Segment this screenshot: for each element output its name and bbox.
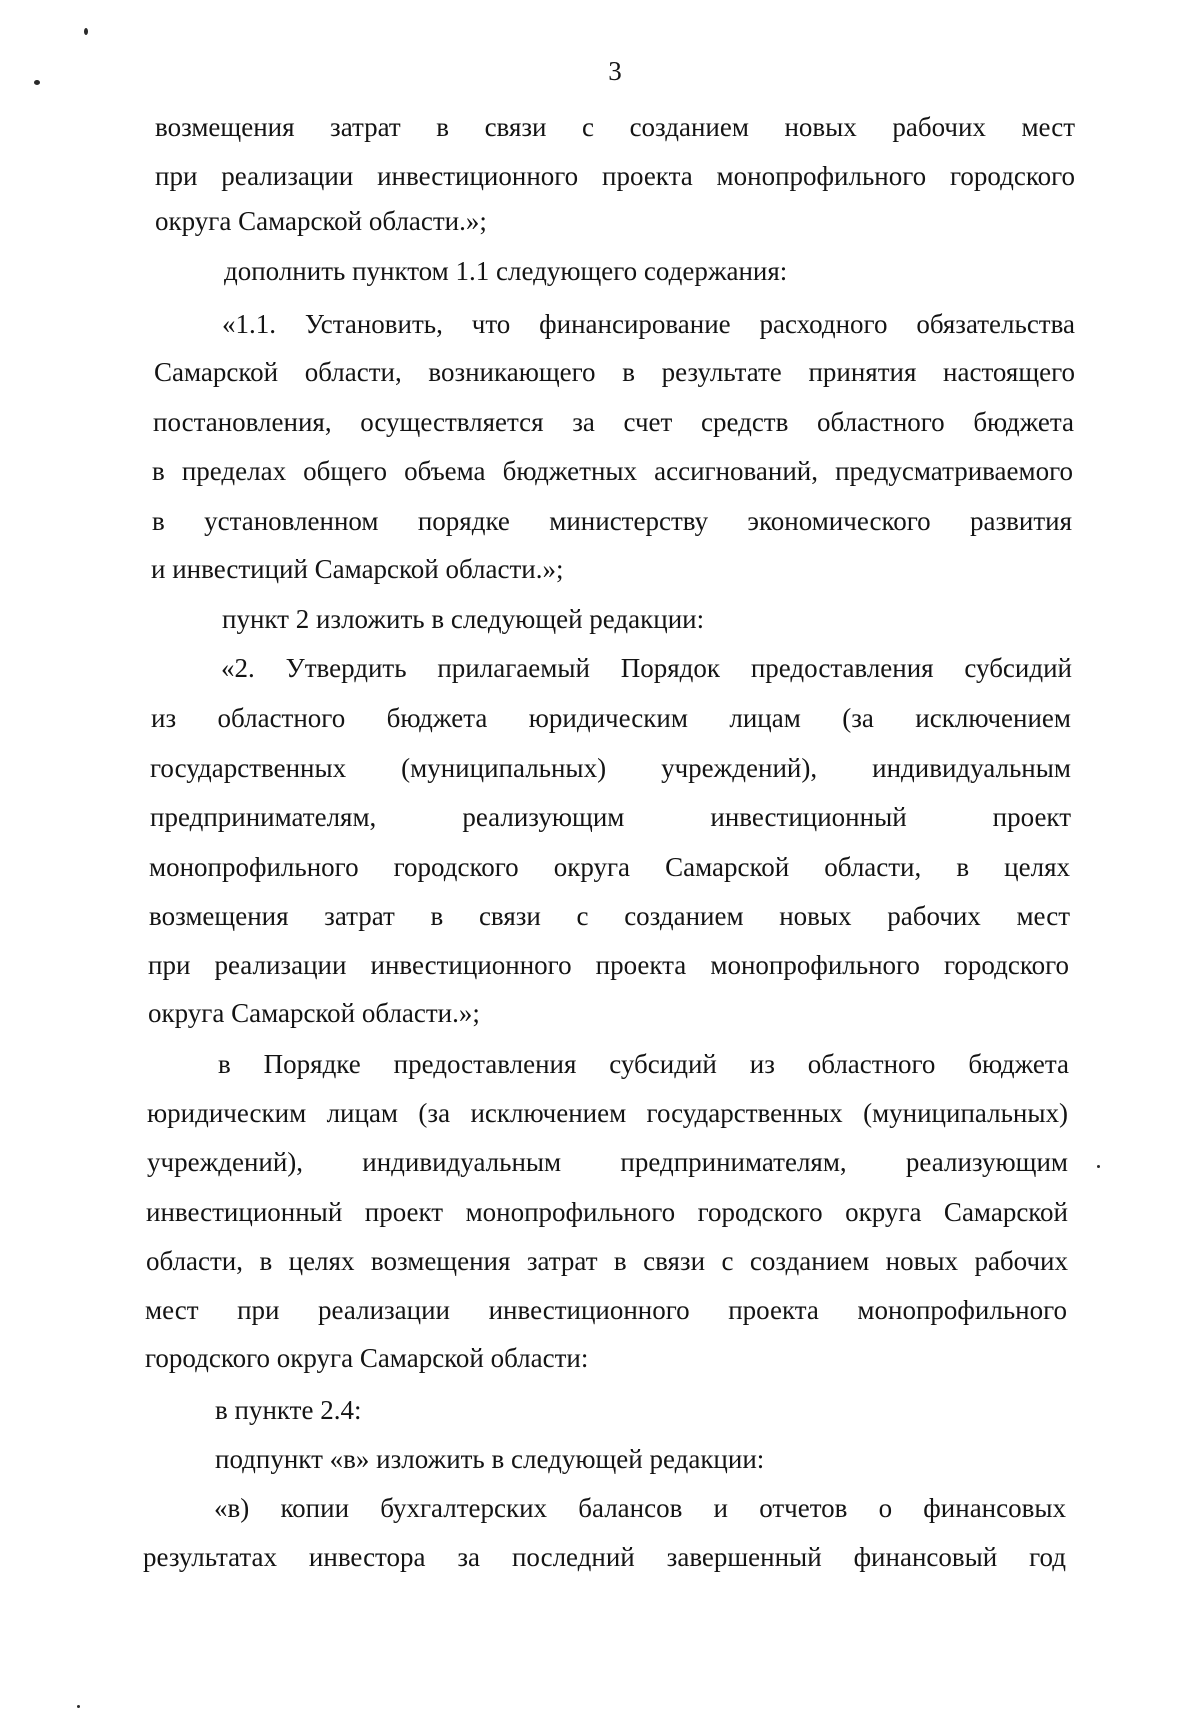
- text-line: в пункте 2.4:: [215, 1395, 362, 1425]
- text-line: Самарской области, возникающего в результате принятия настоящего: [154, 357, 1075, 387]
- text-line: из областного бюджета юридическим лицам (за исключением: [151, 703, 1071, 733]
- text-line: государственных (муниципальных) учреждений), индивидуальным: [150, 753, 1071, 783]
- text-line: при реализации инвестиционного проекта монопрофильного городского: [148, 950, 1069, 980]
- text-line: инвестиционный проект монопрофильного городского округа Самарской: [146, 1197, 1068, 1227]
- text-line: области, в целях возмещения затрат в связи с созданием новых рабочих: [146, 1246, 1068, 1276]
- scan-speck: [77, 1705, 80, 1708]
- text-line: предпринимателям, реализующим инвестиционный проект: [150, 802, 1071, 832]
- text-line: в пределах общего объема бюджетных ассигнований, предусматриваемого: [152, 456, 1073, 486]
- text-line: округа Самарской области.»;: [155, 206, 487, 236]
- text-line: монопрофильного городского округа Самарской области, в целях: [149, 852, 1070, 882]
- text-line: при реализации инвестиционного проекта монопрофильного городского: [155, 161, 1075, 191]
- text-line: «в) копии бухгалтерских балансов и отчетов о финансовых: [214, 1493, 1066, 1523]
- text-line: «2. Утвердить прилагаемый Порядок предоставления субсидий: [221, 653, 1072, 683]
- text-line: «1.1. Установить, что финансирование расходного обязательства: [222, 309, 1075, 339]
- text-line: возмещения затрат в связи с созданием новых рабочих мест: [149, 901, 1070, 931]
- text-line: мест при реализации инвестиционного проекта монопрофильного: [145, 1295, 1067, 1325]
- text-line: результатах инвестора за последний завершенный финансовый год: [143, 1542, 1066, 1572]
- text-line: учреждений), индивидуальным предпринимателям, реализующим: [147, 1147, 1068, 1177]
- page-number: 3: [608, 56, 622, 86]
- text-line: возмещения затрат в связи с созданием новых рабочих мест: [155, 112, 1075, 142]
- text-line: постановления, осуществляется за счет средств областного бюджета: [153, 407, 1074, 437]
- text-line: дополнить пунктом 1.1 следующего содержания:: [224, 256, 788, 286]
- scan-speck: [1097, 1165, 1100, 1168]
- text-line: в Порядке предоставления субсидий из областного бюджета: [218, 1049, 1069, 1079]
- text-line: в установленном порядке министерству экономического развития: [152, 506, 1072, 536]
- text-line: пункт 2 изложить в следующей редакции:: [222, 604, 705, 634]
- text-line: городского округа Самарской области:: [145, 1343, 589, 1373]
- scan-speck: [84, 28, 88, 35]
- text-line: юридическим лицам (за исключением государственных (муниципальных): [147, 1098, 1068, 1128]
- text-line: и инвестиций Самарской области.»;: [151, 554, 564, 584]
- text-line: округа Самарской области.»;: [148, 998, 480, 1028]
- scan-speck: [34, 80, 40, 85]
- text-line: подпункт «в» изложить в следующей редакции:: [215, 1444, 765, 1474]
